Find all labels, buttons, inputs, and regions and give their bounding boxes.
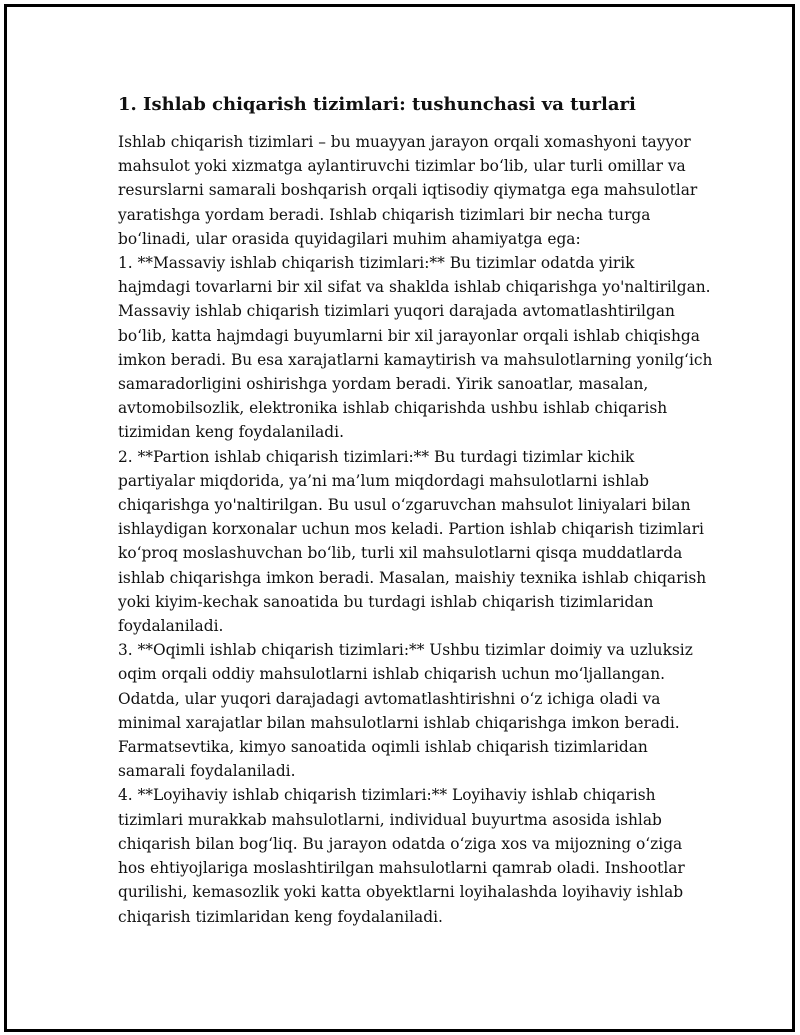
text-line: ishlaydigan korxonalar uchun mos keladi. Partion ishlab chiqarish tizimlari: [118, 520, 704, 539]
text-line: bo‘lib, katta hajmdagi buyumlarni bir xil jarayonlar orqali ishlab chiqishga: [118, 326, 700, 345]
text-line: foydalaniladi.: [118, 617, 224, 636]
text-line: chiqarish tizimlaridan keng foydalaniladi.: [118, 907, 443, 926]
text-line: partiyalar miqdorida, ya’ni ma’lum miqdordagi mahsulotlarni ishlab: [118, 471, 650, 490]
text-line: qurilishi, kemasozlik yoki katta obyektlarni loyihalashda loyihaviy ishlab: [118, 883, 684, 902]
text-line: ko‘proq moslashuvchan bo‘lib, turli xil mahsulotlarni qisqa muddatlarda: [118, 544, 683, 563]
text-line: hajmdagi tovarlarni bir xil sifat va shaklda ishlab chiqarishga yo'naltirilgan.: [118, 278, 711, 297]
body-paragraph: [118, 130, 713, 929]
text-line: chiqarish bilan bog‘liq. Bu jarayon odatda o‘ziga xos va mijozning o‘ziga: [118, 834, 683, 853]
text-line: samaradorligini oshirishga yordam beradi. Yirik sanoatlar, masalan,: [118, 375, 649, 394]
text-line: oqim orqali oddiy mahsulotlarni ishlab chiqarish uchun mo‘ljallangan.: [118, 665, 666, 684]
list-item-oqimli: 3. **Oqimli ishlab chiqarish tizimlari:** Ushbu tizimlar doimiy va uzluksiz: [118, 641, 693, 660]
text-line: minimal xarajatlar bilan mahsulotlarni ishlab chiqarishga imkon beradi.: [118, 713, 680, 732]
text-line: yaratishga yordam beradi. Ishlab chiqarish tizimlari bir necha turga: [118, 205, 651, 224]
list-item-massaviy: 1. **Massaviy ishlab chiqarish tizimlari:** Bu tizimlar odatda yirik: [118, 254, 635, 273]
document-body: [118, 92, 713, 929]
text-line: imkon beradi. Bu esa xarajatlarni kamaytirish va mahsulotlarning yonilg‘ich: [118, 350, 713, 369]
text-line: tizimidan keng foydalaniladi.: [118, 423, 344, 442]
text-line: Massaviy ishlab chiqarish tizimlari yuqori darajada avtomatlashtirilgan: [118, 302, 675, 321]
text-line: yoki kiyim-kechak sanoatida bu turdagi ishlab chiqarish tizimlaridan: [118, 592, 654, 611]
text-line: Farmatsevtika, kimyo sanoatida oqimli ishlab chiqarish tizimlaridan: [118, 738, 648, 757]
text-line: tizimlari murakkab mahsulotlarni, individual buyurtma asosida ishlab: [118, 810, 662, 829]
text-line: mahsulot yoki xizmatga aylantiruvchi tizimlar bo‘lib, ular turli omillar va: [118, 157, 686, 176]
text-line: samarali foydalaniladi.: [118, 762, 296, 781]
section-heading: 1. Ishlab chiqarish tizimlari: tushunchasi va turlari: [118, 94, 636, 115]
text-line: ishlab chiqarishga imkon beradi. Masalan, maishiy texnika ishlab chiqarish: [118, 568, 707, 587]
text-line: avtomobilsozlik, elektronika ishlab chiqarishda ushbu ishlab chiqarish: [118, 399, 668, 418]
text-line: bo‘linadi, ular orasida quyidagilari muhim ahamiyatga ega:: [118, 229, 581, 248]
text-line: Ishlab chiqarish tizimlari – bu muayyan jarayon orqali xomashyoni tayyor: [118, 133, 691, 151]
text-line: hos ehtiyojlariga moslashtirilgan mahsulotlarni qamrab oladi. Inshootlar: [118, 859, 685, 878]
text-line: chiqarishga yo'naltirilgan. Bu usul o‘zgaruvchan mahsulot liniyalari bilan: [118, 496, 691, 515]
list-item-partion: 2. **Partion ishlab chiqarish tizimlari:** Bu turdagi tizimlar kichik: [118, 447, 635, 466]
list-item-loyihaviy: 4. **Loyihaviy ishlab chiqarish tizimlari:** Loyihaviy ishlab chiqarish: [118, 786, 656, 805]
text-line: Odatda, ular yuqori darajadagi avtomatlashtirishni o‘z ichiga oladi va: [118, 689, 661, 708]
text-line: resurslarni samarali boshqarish orqali iqtisodiy qiymatga ega mahsulotlar: [118, 181, 698, 200]
